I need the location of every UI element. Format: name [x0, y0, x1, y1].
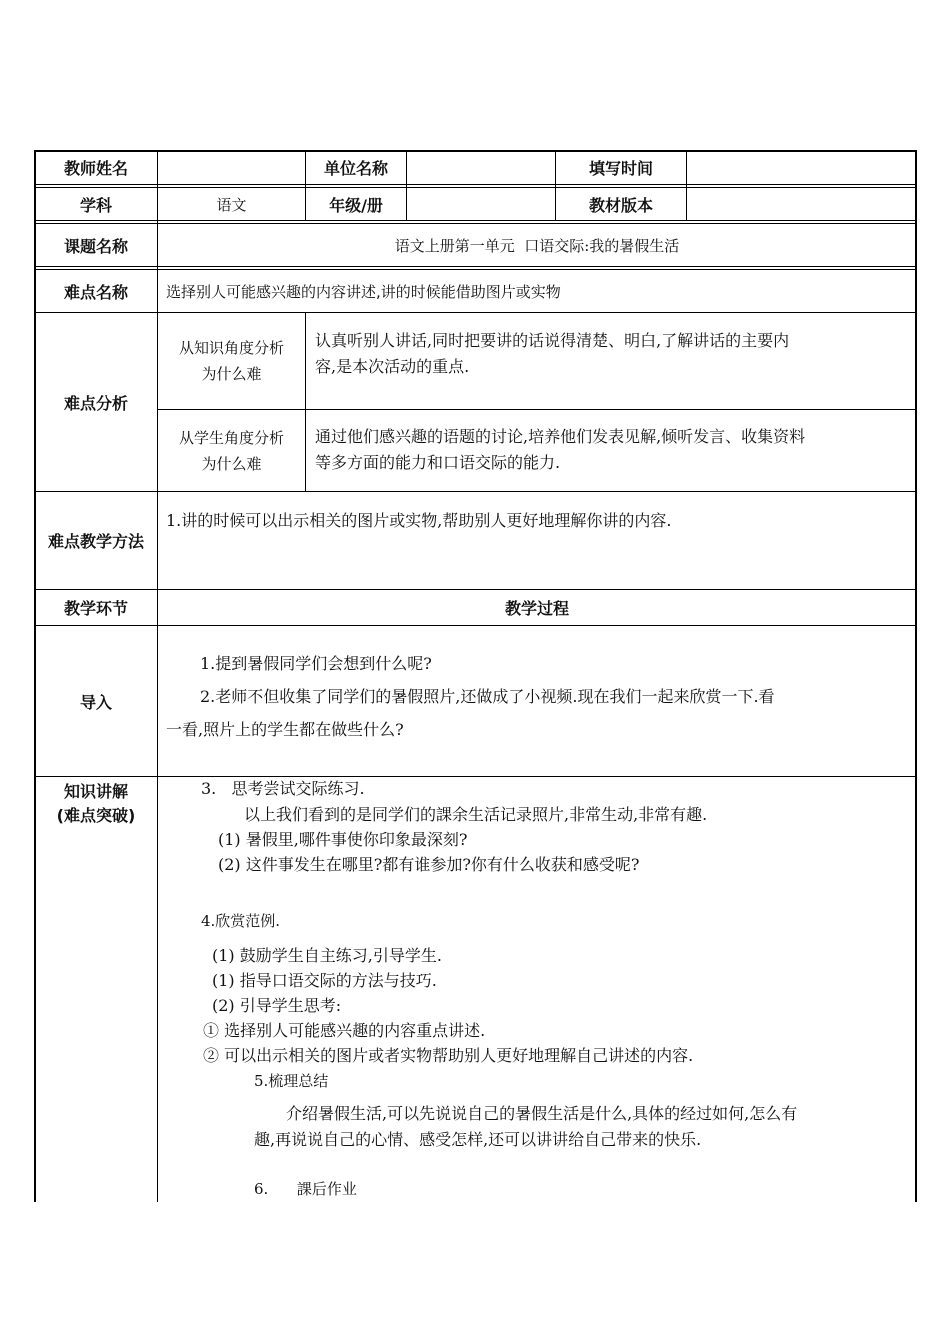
row-divider	[34, 184, 917, 185]
grade-label: 年级/册	[329, 195, 383, 215]
knowledge-line: 5.梳理总结	[254, 1072, 329, 1090]
intro-line: 2.老师不但收集了同学们的暑假照片,还做成了小视频.现在我们一起来欣赏一下.看	[200, 687, 775, 706]
subject-value[interactable]: 语文	[216, 195, 247, 214]
knowledge-label-line1: 知识讲解	[63, 782, 128, 801]
method-label: 难点教学方法	[47, 532, 144, 551]
student-angle-label-line1: 从学生角度分析	[178, 428, 284, 447]
student-angle-text	[315, 424, 913, 476]
knowledge-angle-label-line2: 为什么难	[201, 365, 262, 383]
knowledge-line: ① 选择别人可能感兴趣的内容重点讲述.	[203, 1021, 486, 1040]
subject-label: 学科	[79, 195, 112, 215]
student-text-line1: 通过他们感兴趣的语题的讨论,培养他们发表见解,倾听发言、收集资料	[315, 427, 806, 446]
knowledge-text-line1: 认真听别人讲话,同时把要讲的话说得清楚、明白,了解讲话的主要内	[315, 331, 790, 350]
knowledge-label-line2: (难点突破)	[56, 806, 136, 825]
knowledge-line: 4.欣赏范例.	[201, 912, 281, 930]
knowledge-line: 6. 課后作业	[254, 1180, 357, 1198]
knowledge-line: ② 可以出示相关的图片或者实物帮助别人更好地理解自己讲述的内容.	[203, 1046, 694, 1065]
grade-value[interactable]	[407, 188, 555, 220]
knowledge-line: (1) 鼓励学生自主练习,引导学生.	[212, 946, 442, 965]
difficulty-value: 选择别人可能感兴趣的内容讲述,讲的时候能借助图片或实物	[166, 282, 561, 301]
teacher-name-label: 教师姓名	[63, 159, 128, 178]
col-divider	[157, 151, 158, 1202]
student-angle-label-line2: 为什么难	[201, 454, 262, 473]
row-divider	[34, 220, 917, 221]
col-divider	[305, 312, 306, 491]
knowledge-angle-text	[315, 328, 913, 380]
intro-text	[166, 647, 911, 746]
topic-value: 语文上册第一单元 口语交际:我的暑假生活	[394, 236, 680, 255]
knowledge-label	[35, 780, 157, 828]
fill-time-label: 填写时间	[588, 159, 653, 178]
unit-value[interactable]	[407, 151, 555, 184]
fill-time-value[interactable]	[687, 151, 916, 184]
edition-value[interactable]	[687, 188, 916, 220]
process-header: 教学过程	[504, 599, 569, 618]
knowledge-line: 3. 思考尝试交际练习.	[201, 779, 365, 798]
knowledge-line: 介绍暑假生活,可以先说说自己的暑假生活是什么,具体的经过如何,怎么有	[286, 1104, 798, 1123]
stage-header: 教学环节	[63, 599, 128, 618]
teacher-name-value[interactable]	[158, 151, 305, 184]
intro-line: 一看,照片上的学生都在做些什么?	[166, 720, 404, 739]
knowledge-line: (1) 指导口语交际的方法与技巧.	[212, 971, 437, 990]
knowledge-text-line2: 容,是本次活动的重点.	[315, 357, 470, 376]
edition-label: 教材版本	[588, 195, 653, 215]
knowledge-line: (2) 引导学生思考:	[212, 996, 342, 1015]
student-text-line2: 等多方面的能力和口语交际的能力.	[315, 453, 561, 472]
unit-label: 单位名称	[323, 159, 388, 178]
difficulty-label: 难点名称	[63, 282, 128, 302]
row-divider	[34, 776, 917, 777]
knowledge-line: 以上我们看到的是同学们的課余生活记录照片,非常生动,非常有趣.	[244, 805, 708, 824]
topic-label: 课题名称	[63, 236, 128, 256]
knowledge-line: (2) 这件事发生在哪里?都有谁参加?你有什么收获和感受呢?	[218, 855, 640, 874]
method-text: 1.讲的时候可以出示相关的图片或实物,帮助别人更好地理解你讲的内容.	[166, 511, 672, 530]
student-angle-label	[158, 410, 305, 491]
knowledge-angle-label-line1: 从知识角度分析	[178, 339, 284, 357]
intro-label: 导入	[79, 692, 112, 712]
row-divider	[34, 625, 917, 626]
knowledge-line: 趣,再说说自己的心情、感受怎样,还可以讲讲给自己带来的快乐.	[254, 1130, 702, 1149]
knowledge-line: (1) 暑假里,哪件事使你印象最深刻?	[218, 830, 468, 849]
row-divider	[34, 491, 917, 492]
intro-line: 1.提到暑假同学们会想到什么呢?	[200, 654, 432, 673]
row-divider	[34, 266, 917, 267]
knowledge-angle-label	[158, 313, 305, 409]
analysis-label: 难点分析	[63, 393, 128, 413]
